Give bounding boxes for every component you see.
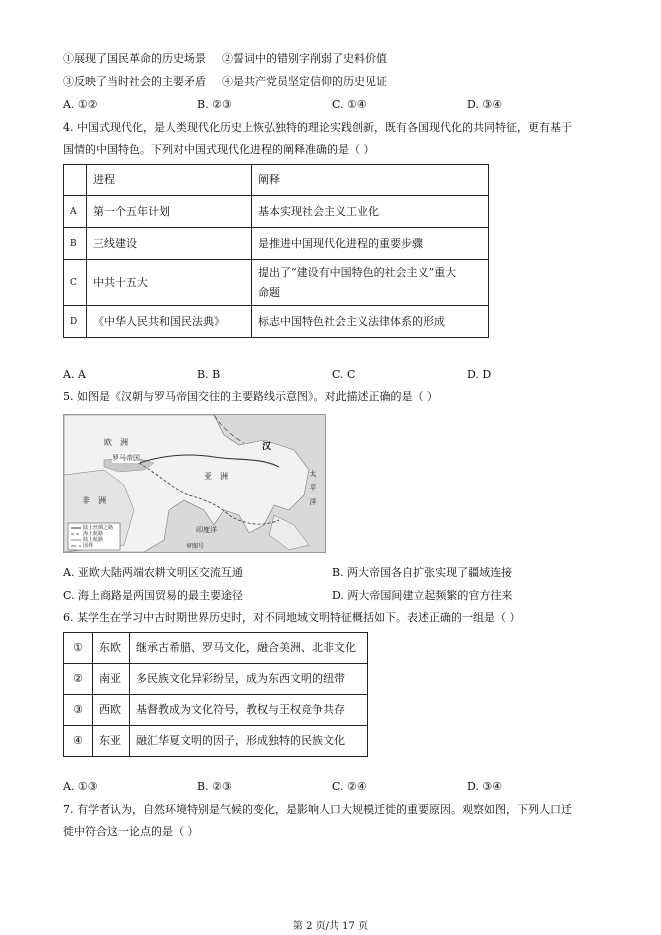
table-row xyxy=(64,260,489,306)
q6-row-num: ③ xyxy=(64,695,93,726)
table-row xyxy=(64,664,368,695)
map-copyright: 审图号 xyxy=(186,543,205,550)
page-footer: 第 2 页/共 17 页 xyxy=(292,921,369,932)
q4-header-process: 进程 xyxy=(87,165,252,196)
q5-option-d[interactable]: D. 两大帝国间建立起频繁的官方往来 xyxy=(332,589,513,602)
map-svg xyxy=(64,415,325,552)
map-label-africa: 非 洲 xyxy=(82,496,106,505)
table-row xyxy=(64,726,368,757)
q3-statement-2: ②誓词中的错别字削弱了史料价值 xyxy=(222,52,387,65)
q4-row-explain: 是推进中国现代化进程的重要步骤 xyxy=(252,228,489,260)
q4-stem-line1: 4. 中国式现代化，是人类现代化历史上恢弘独特的理论实践创新，既有各国现代化的共同特征，更有基于 xyxy=(63,121,572,134)
map-legend-2: 海上航路 xyxy=(83,531,104,537)
map-legend-1: 陆上丝绸之路 xyxy=(83,525,114,531)
q4-row-key: B xyxy=(64,228,87,260)
q4-row-explain-line1: 提出了“建设有中国特色的社会主义”重大 xyxy=(258,265,457,279)
q3-option-a[interactable]: A. ①② xyxy=(63,98,98,111)
q4-row-explain xyxy=(252,260,489,306)
q3-statement-1: ①展现了国民革命的历史场景 xyxy=(63,52,206,65)
map-label-pacific: 太 平 洋 xyxy=(309,470,317,505)
map-label-han: 汉 xyxy=(262,442,272,452)
q6-option-b[interactable]: B. ②③ xyxy=(197,780,232,793)
q6-row-region: 南亚 xyxy=(93,664,130,695)
q4-stem-line2: 国情的中国特色。下列对中国式现代化进程的阐释准确的是（ ） xyxy=(63,143,375,156)
q5-option-c[interactable]: C. 海上商路是两国贸易的最主要途径 xyxy=(63,589,244,602)
q4-table xyxy=(63,164,489,338)
map-label-asia: 亚 洲 xyxy=(204,472,228,481)
map-legend-4: 国界 xyxy=(83,543,94,549)
q6-option-c[interactable]: C. ②④ xyxy=(332,780,367,793)
q4-row-key: C xyxy=(64,260,87,306)
q4-option-c[interactable]: C. C xyxy=(332,368,356,381)
q4-option-b[interactable]: B. B xyxy=(197,368,221,381)
q5-option-b[interactable]: B. 两大帝国各自扩张实现了疆域连接 xyxy=(332,566,513,579)
q4-row-explain-line2: 命题 xyxy=(258,285,280,299)
q5-stem: 5. 如图是《汉朝与罗马帝国交往的主要路线示意图》。对此描述正确的是（ ） xyxy=(63,390,438,403)
q6-row-desc: 融汇华夏文明的因子，形成独特的民族文化 xyxy=(130,726,368,757)
table-row xyxy=(64,196,489,228)
q6-row-desc: 多民族文化异彩纷呈，成为东西文明的纽带 xyxy=(130,664,368,695)
q4-header-blank xyxy=(64,165,87,196)
q4-option-d[interactable]: D. D xyxy=(467,368,492,381)
q3-option-b[interactable]: B. ②③ xyxy=(197,98,232,111)
map-label-rome: 罗马帝国 xyxy=(112,454,140,462)
q4-table-header xyxy=(64,165,489,196)
q6-row-desc: 基督教成为文化符号，教权与王权竞争共存 xyxy=(130,695,368,726)
q7-stem-line2: 徙中符合这一论点的是（ ） xyxy=(63,825,199,838)
q4-row-key: D xyxy=(64,306,87,338)
q4-row-explain: 标志中国特色社会主义法律体系的形成 xyxy=(252,306,489,338)
table-row xyxy=(64,306,489,338)
q6-row-region: 东亚 xyxy=(93,726,130,757)
q3-statement-4: ④是共产党员坚定信仰的历史见证 xyxy=(222,75,387,88)
q4-header-explain: 阐释 xyxy=(252,165,489,196)
map-legend-3: 陆上航路 xyxy=(83,537,104,543)
q4-row-explain: 基本实现社会主义工业化 xyxy=(252,196,489,228)
han-rome-route-map xyxy=(63,414,326,553)
map-label-europe: 欧 洲 xyxy=(104,438,128,447)
q6-option-a[interactable]: A. ①③ xyxy=(63,780,98,793)
q4-row-process: 《中华人民共和国民法典》 xyxy=(87,306,252,338)
q6-row-num: ④ xyxy=(64,726,93,757)
q6-row-region: 东欧 xyxy=(93,633,130,664)
q6-table xyxy=(63,632,368,757)
q3-statement-3: ③反映了当时社会的主要矛盾 xyxy=(63,75,206,88)
q4-row-process: 中共十五大 xyxy=(87,260,252,306)
q6-row-desc: 继承古希腊、罗马文化，融合美洲、北非文化 xyxy=(130,633,368,664)
q4-row-process: 第一个五年计划 xyxy=(87,196,252,228)
table-row xyxy=(64,695,368,726)
q6-option-d[interactable]: D. ③④ xyxy=(467,780,503,793)
q6-row-num: ② xyxy=(64,664,93,695)
q4-row-key: A xyxy=(64,196,87,228)
q6-row-region: 西欧 xyxy=(93,695,130,726)
table-row xyxy=(64,228,489,260)
q3-option-c[interactable]: C. ①④ xyxy=(332,98,367,111)
q3-option-d[interactable]: D. ③④ xyxy=(467,98,503,111)
q6-stem: 6. 某学生在学习中古时期世界历史时，对不同地域文明特征概括如下。表述正确的一组是（ ） xyxy=(63,611,521,624)
q7-stem-line1: 7. 有学者认为，自然环境特别是气候的变化，是影响人口大规模迁徙的重要原因。观察如图，下列人口迁 xyxy=(63,803,572,816)
q4-row-process: 三线建设 xyxy=(87,228,252,260)
q5-option-a[interactable]: A. 亚欧大陆两端农耕文明区交流互通 xyxy=(63,566,243,579)
q4-option-a[interactable]: A. A xyxy=(63,368,86,381)
table-row xyxy=(64,633,368,664)
q6-row-num: ① xyxy=(64,633,93,664)
map-label-indian: 印度洋 xyxy=(196,526,217,534)
